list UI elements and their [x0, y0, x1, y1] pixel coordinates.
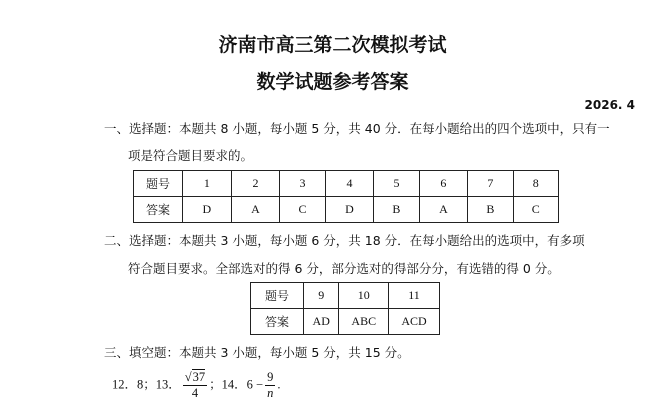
answer-cell: C [280, 197, 325, 223]
answer-14-denominator: n [267, 386, 274, 400]
answer-14-fraction [265, 370, 275, 401]
question-number: 1 [183, 171, 232, 197]
question-number: 9 [304, 283, 339, 309]
answer-13-denominator: 4 [191, 386, 199, 400]
answer-cell: D [183, 197, 232, 223]
page-subtitle: 数学试题参考答案 [256, 71, 409, 93]
answer-cell: C [513, 197, 558, 223]
answer-cell: ABC [339, 309, 389, 335]
row-label-number: 题号 [251, 283, 304, 309]
section2-heading-cont: 符合题目要求。全部选对的得 6 分，部分选对的得部分分，有选错的得 0 分。 [128, 261, 560, 276]
answer-cell: ACD [389, 309, 440, 335]
exam-date: 2026. 4 [584, 98, 635, 112]
answer-14-prefix: 6 − [246, 377, 264, 392]
row-label-answer: 答案 [251, 309, 304, 335]
answer-end-period: . [277, 377, 281, 392]
answer-14-label: ；14． [209, 377, 247, 392]
answer-12-13-label: 12．8；13． [112, 377, 181, 392]
section2-answer-table [250, 282, 440, 335]
section2-heading: 二、选择题：本题共 3 小题，每小题 6 分，共 18 分．在每小题给出的选项中，有多项 [104, 233, 585, 248]
question-number: 5 [374, 171, 419, 197]
section1-answer-table [133, 170, 559, 223]
answer-14-numerator: 9 [267, 370, 274, 384]
section3-heading: 三、填空题：本题共 3 小题，每小题 5 分，共 15 分。 [104, 345, 410, 360]
question-number: 8 [513, 171, 558, 197]
row-label-answer: 答案 [134, 197, 183, 223]
section1-heading-cont: 项是符合题目要求的。 [128, 148, 254, 163]
question-number: 7 [468, 171, 513, 197]
question-number: 4 [325, 171, 374, 197]
answer-cell: B [374, 197, 419, 223]
fill-in-answers [112, 370, 280, 401]
table-row-numbers [251, 283, 440, 309]
question-number: 2 [231, 171, 280, 197]
answer-cell: AD [304, 309, 339, 335]
table-row-answers [251, 309, 440, 335]
question-number: 3 [280, 171, 325, 197]
answer-cell: D [325, 197, 374, 223]
question-number: 10 [339, 283, 389, 309]
page-title: 济南市高三第二次模拟考试 [218, 34, 447, 56]
table-row-numbers [134, 171, 559, 197]
answer-cell: B [468, 197, 513, 223]
answer-cell: A [231, 197, 280, 223]
section1-heading: 一、选择题：本题共 8 小题，每小题 5 分，共 40 分．在每小题给出的四个选项中，只有一 [104, 121, 610, 136]
question-number: 11 [389, 283, 440, 309]
answer-13-fraction [183, 370, 207, 401]
sqrt-symbol: √ [184, 370, 192, 384]
answer-cell: A [419, 197, 468, 223]
question-number: 6 [419, 171, 468, 197]
table-row-answers [134, 197, 559, 223]
row-label-number: 题号 [134, 171, 183, 197]
answer-13-numerator: 37 [192, 370, 206, 384]
